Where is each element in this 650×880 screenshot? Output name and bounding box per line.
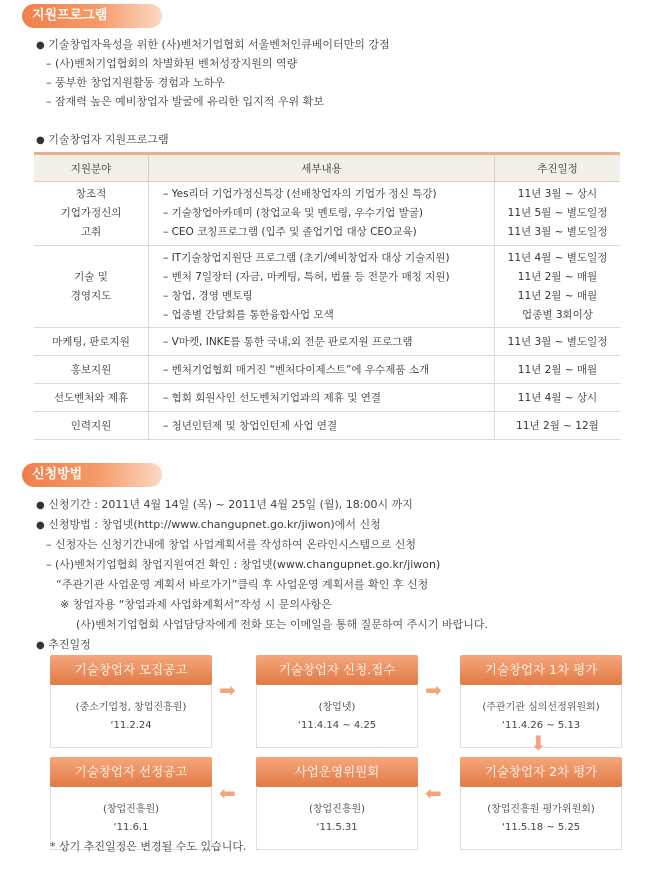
flow-step-recruit xyxy=(50,662,212,748)
footnote: * 상기 추진일정은 변경될 수도 있습니다. xyxy=(50,840,247,853)
header-schedule: 추진일정 xyxy=(495,154,621,182)
sub-item: – 잠재력 높은 예비창업자 발굴에 유리한 입지적 우위 확보 xyxy=(46,95,324,108)
flow-step-title: 기술창업자 1차 평가 xyxy=(460,655,622,685)
flow-step-date: ‘11.4.26 ~ 5.13 xyxy=(501,720,581,731)
flow-step-org: (중소기업청, 창업진흥원) xyxy=(75,702,187,713)
flow-step-org: (창업진흥원) xyxy=(102,804,160,815)
flow-step-org: (주관기관 심의선정위원회) xyxy=(482,702,600,713)
cell-schedule: 11년 4월 ~ 별도일정 11년 2월 ~ 매월 11년 2월 ~ 매월 업종별 3회이상 xyxy=(495,246,621,328)
flow-step-title: 기술창업자 신청.접수 xyxy=(256,655,418,685)
flow-step-committee xyxy=(256,764,418,850)
flow-step-date: ‘11.6.1 xyxy=(113,822,149,833)
header-details: 세부내용 xyxy=(149,154,495,182)
cell-details: – Yes리더 기업가정신특강 (선배창업자의 기업가 정신 특강) – 기술창업아카데미 (창업교육 및 멘토링, 우수기업 발굴) – CEO 코칭프로그램 (입주 및 졸업기업 대상 CEO교육) xyxy=(149,182,495,246)
table-row xyxy=(34,328,620,356)
section-title-support: 지원프로그램 xyxy=(22,4,162,28)
bullet-icon: ● xyxy=(36,40,45,51)
cell-field: 창조적 기업가정신의 고취 xyxy=(34,182,149,246)
bullet-schedule: ● 추진일정 xyxy=(36,638,91,651)
method-note: (사)벤처기업협회 사업담당자에게 전화 또는 이메일을 통해 질문하여 주시기 바랍니다. xyxy=(76,618,488,631)
flow-step-title: 사업운영위원회 xyxy=(256,757,418,787)
cell-schedule: 11년 3월 ~ 별도일정 xyxy=(495,328,621,356)
bullet-icon: ● xyxy=(36,640,45,651)
flow-step-title: 기술창업자 모집공고 xyxy=(50,655,212,685)
flow-step-apply xyxy=(256,662,418,748)
arrow-left-icon: ⬅ xyxy=(425,781,442,805)
table-row xyxy=(34,412,620,440)
bullet-strength: ● 기술창업자육성을 위한 (사)벤처기업협회 서울벤처인큐베이터만의 강점 xyxy=(36,38,390,51)
table-header-row xyxy=(34,154,620,182)
bullet-icon: ● xyxy=(36,520,45,531)
bullet-table-title: ● 기술창업자 지원프로그램 xyxy=(36,133,169,146)
flow-step-org: (창업진흥원 평가위원회) xyxy=(487,804,595,815)
flow-step-date: ‘11.4.14 ~ 4.25 xyxy=(297,720,377,731)
cell-schedule: 11년 2월 ~ 매월 xyxy=(495,356,621,384)
cell-field: 선도벤처와 제휴 xyxy=(34,384,149,412)
flow-step-org: (창업넷) xyxy=(318,702,356,713)
table-row xyxy=(34,356,620,384)
arrow-right-icon: ➡ xyxy=(219,678,236,702)
method-sub: “주관기관 사업운영 계획서 바로가기”클릭 후 사업운영 계획서를 확인 후 신청 xyxy=(56,578,429,591)
bullet-icon: ● xyxy=(36,500,45,511)
flow-step-org: (창업진흥원) xyxy=(308,804,366,815)
cell-details: – 벤처기업협회 매거진 “벤처다이제스트”에 우수제품 소개 xyxy=(149,356,495,384)
bullet-icon: ● xyxy=(36,135,45,146)
support-program-table xyxy=(34,152,620,440)
sub-item: – (사)벤처기업협회의 차별화된 벤처성장지원의 역량 xyxy=(46,57,298,70)
arrow-left-icon: ⬅ xyxy=(219,781,236,805)
cell-details: – 협회 회원사인 선도벤처기업과의 제휴 및 연결 xyxy=(149,384,495,412)
bullet-period: ● 신청기간 : 2011년 4월 14일 (목) ~ 2011년 4월 25일 (월), 18:00시 까지 xyxy=(36,498,413,511)
cell-details: – V마켓, INKE를 통한 국내,외 전문 판로지원 프로그램 xyxy=(149,328,495,356)
cell-schedule: 11년 4월 ~ 상시 xyxy=(495,384,621,412)
cell-details: – 청년인턴제 및 창업인턴제 사업 연결 xyxy=(149,412,495,440)
cell-field: 마케팅, 판로지원 xyxy=(34,328,149,356)
flow-step-eval2 xyxy=(460,764,622,850)
flow-step-date: ‘11.2.24 xyxy=(110,720,152,731)
arrow-down-icon: ⬇ xyxy=(530,731,547,755)
cell-field: 기술 및 경영지도 xyxy=(34,246,149,328)
bullet-method: ● 신청방법 : 창업넷(http://www.changupnet.go.kr/jiwon)에서 신청 xyxy=(36,518,381,531)
table-row xyxy=(34,182,620,246)
flow-step-title: 기술창업자 2차 평가 xyxy=(460,757,622,787)
cell-schedule: 11년 3월 ~ 상시 11년 5월 ~ 별도일정 11년 3월 ~ 별도일정 xyxy=(495,182,621,246)
cell-field: 홍보지원 xyxy=(34,356,149,384)
header-field: 지원분야 xyxy=(34,154,149,182)
method-note: ※ 창업자용 “창업과제 사업화계획서”작성 시 문의사항은 xyxy=(60,598,332,611)
flow-step-date: ‘11.5.18 ~ 5.25 xyxy=(501,822,581,833)
arrow-right-icon: ➡ xyxy=(425,678,442,702)
sub-item: – 풍부한 창업지원활동 경험과 노하우 xyxy=(46,76,225,89)
cell-details: – IT기술창업지원단 프로그램 (초기/예비창업자 대상 기술지원) – 벤처 7일장터 (자금, 마케팅, 특허, 법률 등 전문가 매칭 지원) – 창업, 경영 멘토링 – 업종별 간담회를 통한융합사업 모색 xyxy=(149,246,495,328)
flow-step-date: ‘11.5.31 xyxy=(316,822,358,833)
table-row xyxy=(34,246,620,328)
section-title-apply: 신청방법 xyxy=(22,463,162,487)
method-sub: – 신청자는 신청기간내에 창업 사업계획서를 작성하여 온라인시스템으로 신청 xyxy=(46,538,417,551)
cell-schedule: 11년 2월 ~ 12월 xyxy=(495,412,621,440)
method-sub: – (사)벤처기업협회 창업지원여건 확인 : 창업넷(www.changupnet.go.kr/jiwon) xyxy=(46,558,441,571)
table-row xyxy=(34,384,620,412)
flow-step-title: 기술창업자 선정공고 xyxy=(50,757,212,787)
cell-field: 인력지원 xyxy=(34,412,149,440)
